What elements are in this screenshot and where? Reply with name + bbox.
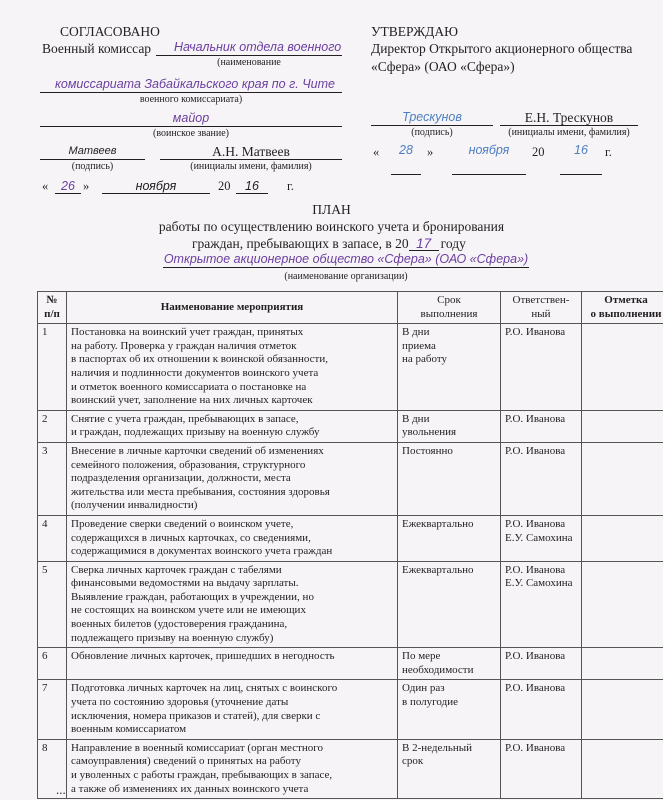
date-day: 26 xyxy=(61,179,75,193)
month-underline xyxy=(102,193,210,194)
cell-line: содержащихся в личных карточках, со сведениями, xyxy=(71,531,311,544)
row-mark xyxy=(582,648,663,680)
cell-line: Снятие с учета граждан, пребывающих в запасе, xyxy=(71,412,299,425)
rank-value: майор xyxy=(172,111,210,125)
cell-line: необходимости xyxy=(402,663,474,676)
row-mark xyxy=(582,442,663,515)
row-number: 2 xyxy=(38,410,67,442)
plan-table xyxy=(37,291,663,799)
cell-line: В дни xyxy=(402,412,430,425)
cell-line: Р.О. Иванова xyxy=(505,682,566,695)
cell-line: В 2-недельный xyxy=(402,741,473,754)
rank-caption: (воинское звание) xyxy=(153,128,229,139)
cell-line: исключения, номера приказов и статей), для сверки с xyxy=(71,709,321,722)
cell-line: самоуправления) сведений о принятых на работу xyxy=(71,755,301,768)
director-signature: Трескунов xyxy=(402,110,462,124)
commissar-position-line2: комиссариата Забайкальского края по г. Чите xyxy=(55,77,335,91)
signature-caption: (подпись) xyxy=(71,161,114,172)
row-activity xyxy=(67,515,398,561)
date-year: 16 xyxy=(245,179,259,193)
organization-name: Открытое акционерное общество «Сфера» (ОАО «Сфера») xyxy=(163,252,529,266)
cell-line: Выявление граждан, работающих в учреждении, но xyxy=(71,590,314,603)
row-mark xyxy=(582,515,663,561)
cell-line: военным комиссариатом xyxy=(71,723,187,736)
position-underline-2 xyxy=(40,92,342,93)
row-term xyxy=(398,442,501,515)
cell-line: Е.У. Самохина xyxy=(505,577,573,590)
cell-line: военных билетов (удостоверения гражданина, xyxy=(71,618,288,631)
cell-line: подлежащего призыву на военную службу) xyxy=(71,631,274,644)
cell-line: наличия и подлинности документов воинского учета xyxy=(71,366,319,379)
row-term xyxy=(398,515,501,561)
table-row xyxy=(38,515,663,561)
cell-line: Ежеквартально xyxy=(402,517,474,530)
cell-line: на работу. Проверка у граждан наличия отметок xyxy=(71,339,297,352)
cell-line: учета по состоянию здоровья (уточнение даты xyxy=(71,696,289,709)
row-activity xyxy=(67,324,398,411)
cell-line: (получении инвалидности) xyxy=(71,499,198,512)
director-date-month: ноября xyxy=(468,143,510,157)
director-name: Е.Н. Трескунов xyxy=(524,110,614,125)
day-underline xyxy=(55,193,81,194)
director-title-line2: «Сфера» (ОАО «Сфера») xyxy=(371,59,515,74)
row-mark xyxy=(582,410,663,442)
row-mark xyxy=(582,680,663,739)
header-responsible: Ответствен- ный xyxy=(501,292,582,324)
table-row xyxy=(38,680,663,739)
cell-line: Р.О. Иванова xyxy=(505,741,566,754)
cell-line: и граждан, подлежащих призыву на военную службу xyxy=(71,426,320,439)
plan-year: 17 xyxy=(409,238,439,251)
plan-subtitle-prefix: граждан, пребывающих в запасе, в 20 xyxy=(192,236,409,251)
cell-line: и отметок военного комиссариата о постановке на xyxy=(71,380,307,393)
director-signature-underline xyxy=(371,125,493,126)
year-underline xyxy=(236,193,268,194)
row-mark xyxy=(582,561,663,648)
cell-line: Проведение сверки сведений о воинском учете, xyxy=(71,517,294,530)
row-mark xyxy=(582,324,663,411)
cell-line: В дни xyxy=(402,326,430,339)
director-name-caption: (инициалы имени, фамилия) xyxy=(508,127,630,138)
director-signature-caption: (подпись) xyxy=(411,127,453,138)
director-date-year: 16 xyxy=(574,143,588,157)
cell-line: Р.О. Иванова xyxy=(505,563,566,576)
date-month: ноября xyxy=(135,179,177,193)
cell-line: Р.О. Иванова xyxy=(505,650,566,663)
organization-underline xyxy=(163,267,529,268)
name-caption: (инициалы имени, фамилия) xyxy=(190,161,312,172)
row-term xyxy=(398,561,501,648)
table-row xyxy=(38,561,663,648)
cell-line: Р.О. Иванова xyxy=(505,444,566,457)
row-responsible xyxy=(501,739,582,798)
director-title-line1: Директор Открытого акционерного общества xyxy=(371,41,633,56)
commissar-signature: Матвеев xyxy=(68,145,117,157)
row-number: 7 xyxy=(38,680,67,739)
cell-line: Р.О. Иванова xyxy=(505,326,566,339)
table-row xyxy=(38,648,663,680)
cell-line: в полугодие xyxy=(402,696,458,709)
date-year-suffix: г. xyxy=(287,179,294,193)
cell-line: Один раз xyxy=(402,682,445,695)
cell-line: а также об изменениях их данных воинского учета xyxy=(71,782,309,795)
director-date-quote-open: « xyxy=(373,145,380,159)
cell-line: на работу xyxy=(402,353,448,366)
cell-line: По мере xyxy=(402,650,441,663)
commissariat-caption: военного комиссариата) xyxy=(139,94,243,105)
row-activity xyxy=(67,648,398,680)
row-term xyxy=(398,680,501,739)
cell-line: жительства или места пребывания, состояния здоровья xyxy=(71,485,330,498)
row-number: 4 xyxy=(38,515,67,561)
row-responsible xyxy=(501,515,582,561)
spacer xyxy=(371,156,637,157)
row-activity xyxy=(67,410,398,442)
cell-line: содержащимися в документах воинского учета граждан xyxy=(71,545,333,558)
row-responsible xyxy=(501,324,582,411)
header-term: Срок выполнения xyxy=(398,292,501,324)
cell-line: и уволенных с работы граждан, пребывающих в запасе, xyxy=(71,769,333,781)
commissar-name: А.Н. Матвеев xyxy=(212,144,290,159)
row-responsible xyxy=(501,648,582,680)
director-year-underline xyxy=(560,174,602,175)
plan-subtitle-suffix: году xyxy=(440,236,466,251)
cell-line: семейного положения, образования, структурного xyxy=(71,458,306,471)
row-number: 3 xyxy=(38,442,67,515)
director-day-underline xyxy=(391,174,421,175)
row-activity xyxy=(67,739,398,798)
signature-underline xyxy=(40,159,145,160)
row-responsible xyxy=(501,680,582,739)
row-responsible xyxy=(501,442,582,515)
row-activity xyxy=(67,680,398,739)
row-term xyxy=(398,648,501,680)
row-term xyxy=(398,739,501,798)
plan-subtitle-line1: работы по осуществлению воинского учета и бронирования xyxy=(158,219,505,234)
director-date-day: 28 xyxy=(399,143,413,157)
agreed-heading: СОГЛАСОВАНО xyxy=(60,24,160,39)
director-date-year-prefix: 20 xyxy=(532,145,545,159)
table-row xyxy=(38,410,663,442)
cell-line: Р.О. Иванова xyxy=(505,412,566,425)
row-mark xyxy=(582,739,663,798)
cell-line: воинский учет, заполнение на них личных карточек xyxy=(71,394,313,407)
director-date-quote-close: » xyxy=(427,145,434,159)
name-underline xyxy=(160,159,342,160)
plan-subtitle-line2 xyxy=(192,236,466,252)
organization-caption: (наименование организации) xyxy=(284,271,408,282)
row-number: 6 xyxy=(38,648,67,680)
director-date-year-suffix: г. xyxy=(605,145,612,159)
cell-line: Сверка личных карточек граждан с табелями xyxy=(71,563,282,576)
director-name-underline xyxy=(500,125,638,126)
cell-line: Внесение в личные карточки сведений об изменениях xyxy=(71,444,324,457)
row-responsible xyxy=(501,410,582,442)
row-number: 5 xyxy=(38,561,67,648)
table-row xyxy=(38,442,663,515)
director-month-underline xyxy=(452,174,526,175)
date-quote-open: « xyxy=(42,179,49,193)
cell-line: Направление в военный комиссариат (орган местного xyxy=(71,741,324,754)
row-activity xyxy=(67,561,398,648)
header-name: Наименование мероприятия xyxy=(67,292,398,324)
commissar-label: Военный комиссар xyxy=(42,41,152,56)
cell-line: срок xyxy=(402,755,424,768)
cell-line: финансовыми ведомостями на выдачу зарплаты. xyxy=(71,577,299,590)
position-caption: (наименование xyxy=(217,57,281,68)
rank-underline xyxy=(40,126,342,127)
row-number: 1 xyxy=(38,324,67,411)
commissar-position-line1: Начальник отдела военного xyxy=(174,40,342,54)
cell-line: в паспортах об их отношении к воинской обязанности, xyxy=(71,353,328,366)
cell-line: Ежеквартально xyxy=(402,563,474,576)
row-term xyxy=(398,324,501,411)
row-responsible xyxy=(501,561,582,648)
cell-line: Подготовка личных карточек на лиц, снятых с воинского xyxy=(71,682,338,695)
date-year-prefix: 20 xyxy=(218,179,231,193)
cell-line: подразделения организации, должности, места xyxy=(71,472,291,485)
table-header-row xyxy=(38,292,663,324)
cell-line: Р.О. Иванова xyxy=(505,517,566,530)
cell-line: Постоянно xyxy=(402,444,453,457)
date-quote-close: » xyxy=(83,179,90,193)
header-num: № п/п xyxy=(38,292,67,324)
cell-line: Постановка на воинский учет граждан, принятых xyxy=(71,326,304,339)
cell-line: Е.У. Самохина xyxy=(505,531,573,544)
cell-line: увольнения xyxy=(402,426,457,439)
approve-heading: УТВЕРЖДАЮ xyxy=(371,24,459,39)
table-row xyxy=(38,324,663,411)
cell-line: не состоящих на воинском учете или не имеющих xyxy=(71,604,306,617)
row-number: 8 xyxy=(38,739,67,798)
row-activity xyxy=(67,442,398,515)
continuation-ellipsis: ... xyxy=(56,782,66,797)
table-row xyxy=(38,739,663,798)
header-mark: Отметка о выполнении xyxy=(582,292,663,324)
position-underline-1 xyxy=(156,55,342,56)
row-term xyxy=(398,410,501,442)
plan-title: ПЛАН xyxy=(312,202,351,217)
cell-line: приема xyxy=(402,339,436,352)
cell-line: Обновление личных карточек, пришедших в негодность xyxy=(71,650,335,663)
